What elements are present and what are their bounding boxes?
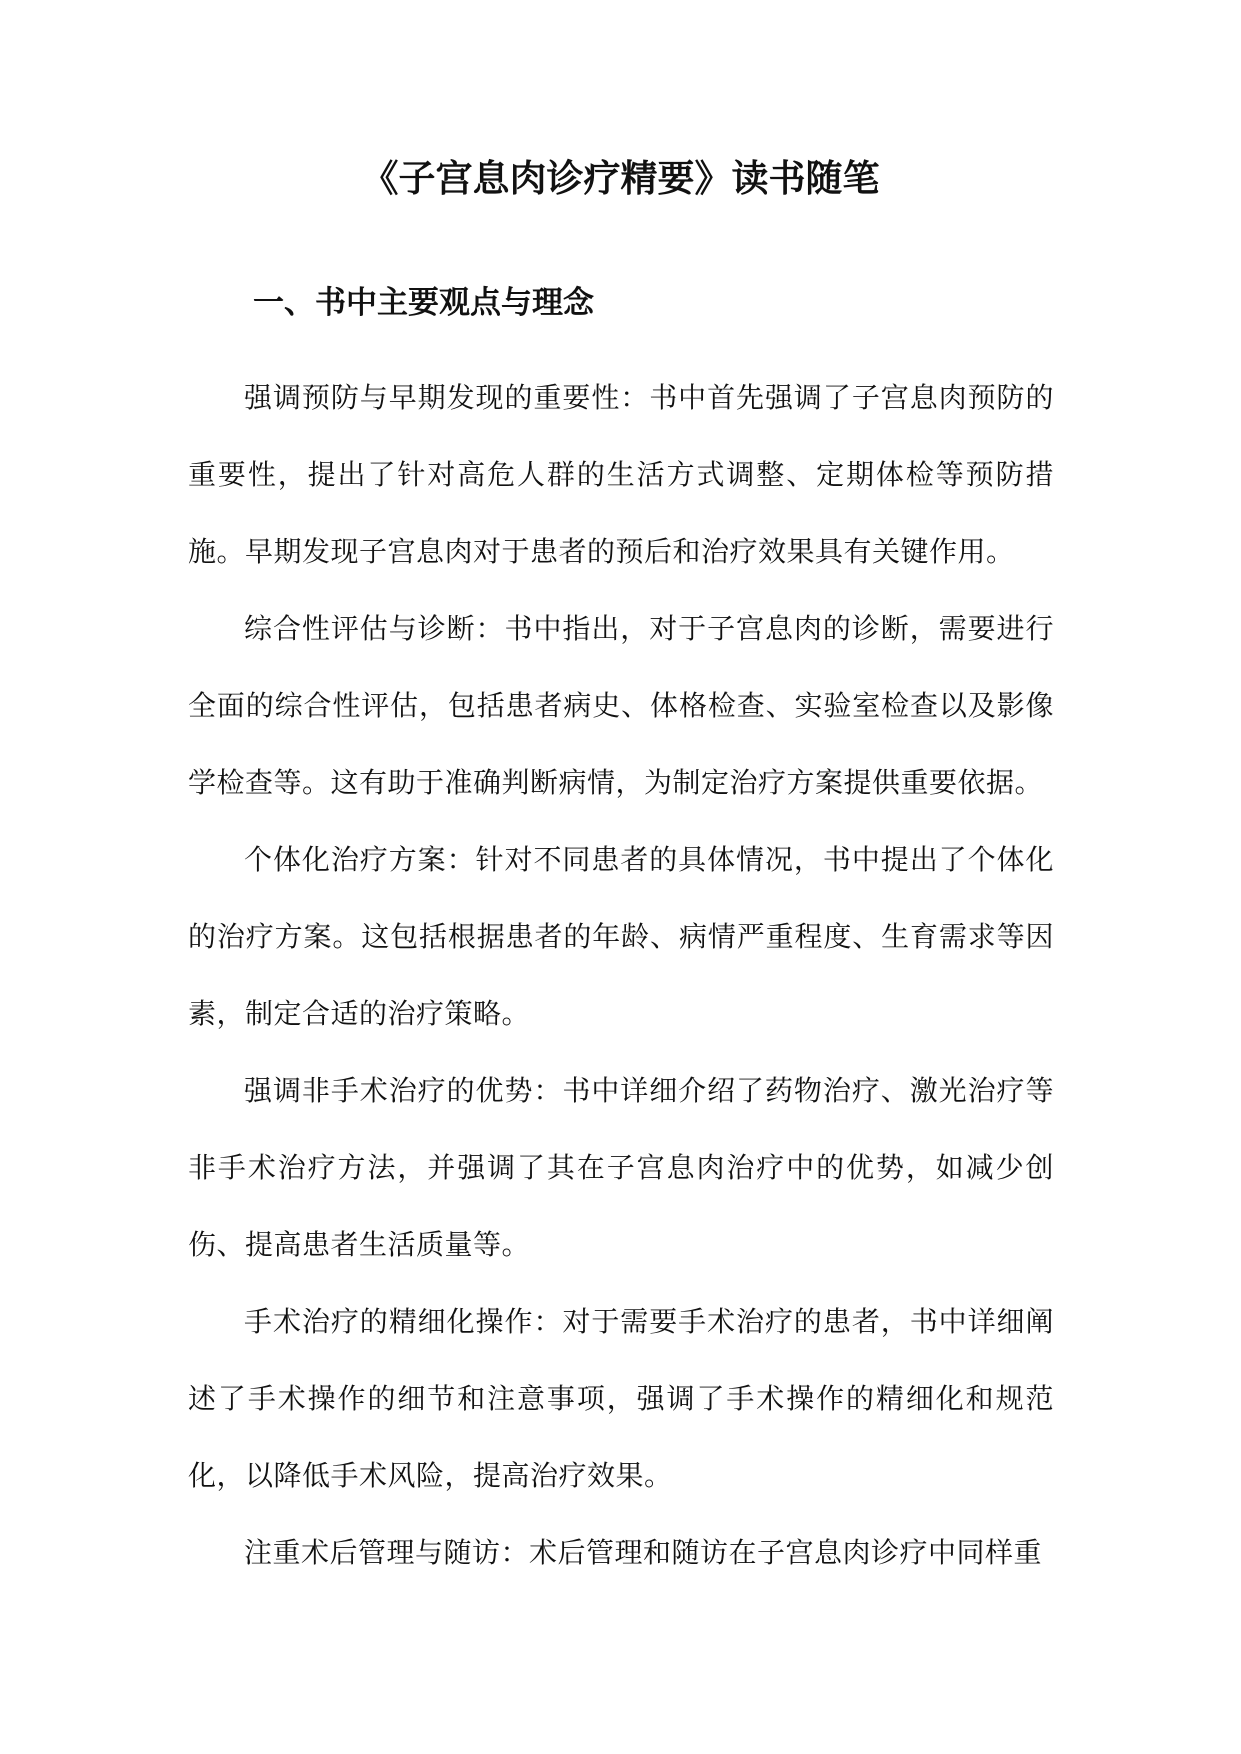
- paragraph-assessment: 综合性评估与诊断：书中指出，对于子宫息肉的诊断，需要进行全面的综合性评估，包括患者病史、体格检查、实验室检查以及影像学检查等。这有助于准确判断病情，为制定治疗方案提供重要依据。: [188, 612, 1054, 799]
- paragraph-non-surgical: 强调非手术治疗的优势：书中详细介绍了药物治疗、激光治疗等非手术治疗方法，并强调了其在子宫息肉治疗中的优势，如减少创伤、提高患者生活质量等。: [188, 1074, 1054, 1261]
- document-title: 《子宫息肉诊疗精要》读书随笔: [361, 156, 880, 200]
- document-body: [188, 359, 1054, 1591]
- paragraph-postoperative: 注重术后管理与随访：术后管理和随访在子宫息肉诊疗中同样重: [244, 1536, 1043, 1569]
- section-heading: 一、书中主要观点与理念: [253, 285, 594, 321]
- paragraph-surgical: 手术治疗的精细化操作：对于需要手术治疗的患者，书中详细阐述了手术操作的细节和注意事项，强调了手术操作的精细化和规范化，以降低手术风险，提高治疗效果。: [188, 1305, 1054, 1492]
- paragraph-prevention: 强调预防与早期发现的重要性：书中首先强调了子宫息肉预防的重要性，提出了针对高危人群的生活方式调整、定期体检等预防措施。早期发现子宫息肉对于患者的预后和治疗效果具有关键作用。: [188, 381, 1054, 568]
- paragraph-individualized-treatment: 个体化治疗方案：针对不同患者的具体情况，书中提出了个体化的治疗方案。这包括根据患者的年龄、病情严重程度、生育需求等因素，制定合适的治疗策略。: [188, 843, 1054, 1030]
